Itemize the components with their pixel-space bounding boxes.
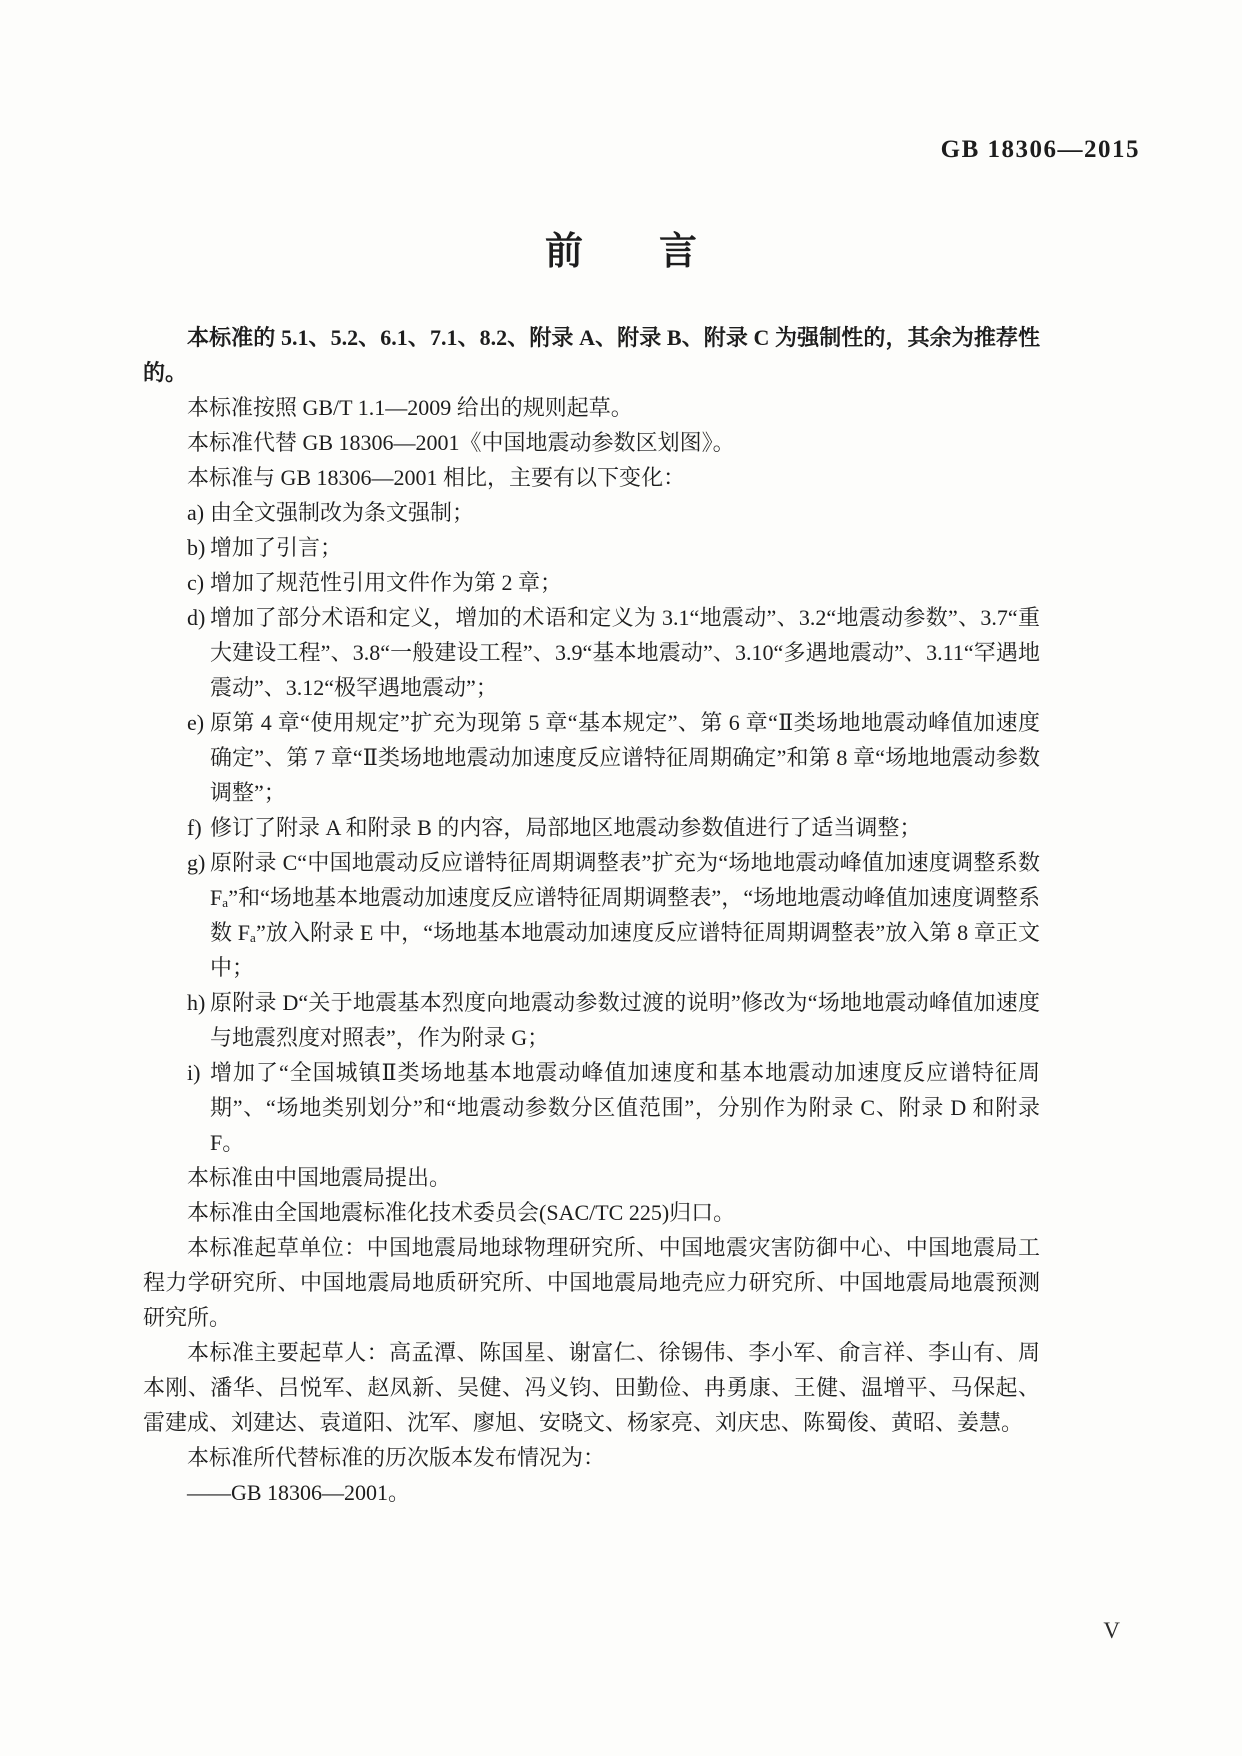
change-item-label: i) (187, 1060, 201, 1085)
change-item-b (143, 530, 1040, 565)
change-item-text: 增加了引言； (210, 535, 343, 560)
standard-number: GB 18306—2015 (940, 136, 1140, 163)
change-item-label: e) (187, 710, 205, 735)
change-item-a (143, 495, 1040, 530)
paragraph-main-drafters: 本标准主要起草人：高孟潭、陈国星、谢富仁、徐锡伟、李小军、俞言祥、李山有、周本刚、潘华、吕悦军、赵凤新、吴健、冯义钧、田勤俭、冉勇康、王健、温增平、马保起、雷建成、刘建达、袁道阳、沈军、廖旭、安晓文、杨家亮、刘庆忠、陈蜀俊、黄昭、姜慧。 (143, 1340, 1040, 1435)
page-number: V (1103, 1618, 1120, 1643)
paragraph-proposed-by: 本标准由中国地震局提出。 (187, 1165, 452, 1190)
change-item-g (143, 845, 1040, 985)
change-item-text: 增加了“全国城镇Ⅱ类场地基本地震动峰值加速度和基本地震动加速度反应谱特征周期”、“场地类别划分”和“地震动参数分区值范围”，分别作为附录 C、附录 D 和附录 F。 (210, 1060, 1040, 1155)
change-item-text: 由全文强制改为条文强制； (210, 500, 475, 525)
foreword-body (143, 320, 1040, 1510)
change-item-label: f) (187, 815, 202, 840)
paragraph-centralized-by: 本标准由全国地震标准化技术委员会(SAC/TC 225)归口。 (187, 1200, 736, 1225)
change-item-label: b) (187, 535, 206, 560)
paragraph-previous-editions-intro: 本标准所代替标准的历次版本发布情况为： (187, 1445, 606, 1470)
change-item-text: 原附录 D“关于地震基本烈度向地震动参数过渡的说明”修改为“场地地震动峰值加速度与地震烈度对照表”，作为附录 G； (210, 990, 1040, 1050)
change-item-d (143, 600, 1040, 705)
change-item-label: g) (187, 850, 206, 875)
page-title: 前 言 (544, 231, 697, 273)
change-item-label: d) (187, 605, 206, 630)
change-item-label: a) (187, 500, 205, 525)
paragraph-drafting-rule: 本标准按照 GB/T 1.1—2009 给出的规则起草。 (187, 395, 633, 420)
change-item-text: 增加了部分术语和定义，增加的术语和定义为 3.1“地震动”、3.2“地震动参数”、3.7“重大建设工程”、3.8“一般建设工程”、3.9“基本地震动”、3.10“多遇地震动”、3.11“罕遇地震动”、3.12“极罕遇地震动”； (210, 605, 1040, 700)
paragraph-replaces: 本标准代替 GB 18306—2001《中国地震动参数区划图》。 (187, 430, 735, 455)
changes-list (143, 495, 1040, 1160)
change-item-text: 增加了规范性引用文件作为第 2 章； (210, 570, 563, 595)
paragraph-changes-intro: 本标准与 GB 18306—2001 相比，主要有以下变化： (187, 465, 686, 490)
change-item-c (143, 565, 1040, 600)
paragraph-previous-edition: ——GB 18306—2001。 (187, 1480, 411, 1505)
change-item-text: 修订了附录 A 和附录 B 的内容，局部地区地震动参数值进行了适当调整； (210, 815, 922, 840)
change-item-text: 原第 4 章“使用规定”扩充为现第 5 章“基本规定”、第 6 章“Ⅱ类场地地震动峰值加速度确定”、第 7 章“Ⅱ类场地地震动加速度反应谱特征周期确定”和第 8 章“场地地震动参数调整”； (210, 710, 1040, 805)
change-item-h (143, 985, 1040, 1055)
change-item-label: c) (187, 570, 205, 595)
paragraph-drafting-organizations: 本标准起草单位：中国地震局地球物理研究所、中国地震灾害防御中心、中国地震局工程力学研究所、中国地震局地质研究所、中国地震局地壳应力研究所、中国地震局地震预测研究所。 (143, 1235, 1040, 1330)
change-item-label: h) (187, 990, 206, 1015)
paragraph-mandatory-clauses: 本标准的 5.1、5.2、6.1、7.1、8.2、附录 A、附录 B、附录 C 为强制性的，其余为推荐性的。 (143, 325, 1040, 385)
change-item-e (143, 705, 1040, 810)
change-item-f (143, 810, 1040, 845)
change-item-i (143, 1055, 1040, 1160)
change-item-text: 原附录 C“中国地震动反应谱特征周期调整表”扩充为“场地地震动峰值加速度调整系数 Fₐ”和“场地基本地震动加速度反应谱特征周期调整表”，“场地地震动峰值加速度调整系数 Fₐ”放入附录 E 中，“场地基本地震动加速度反应谱特征周期调整表”放入第 8 章正文中； (210, 850, 1040, 980)
